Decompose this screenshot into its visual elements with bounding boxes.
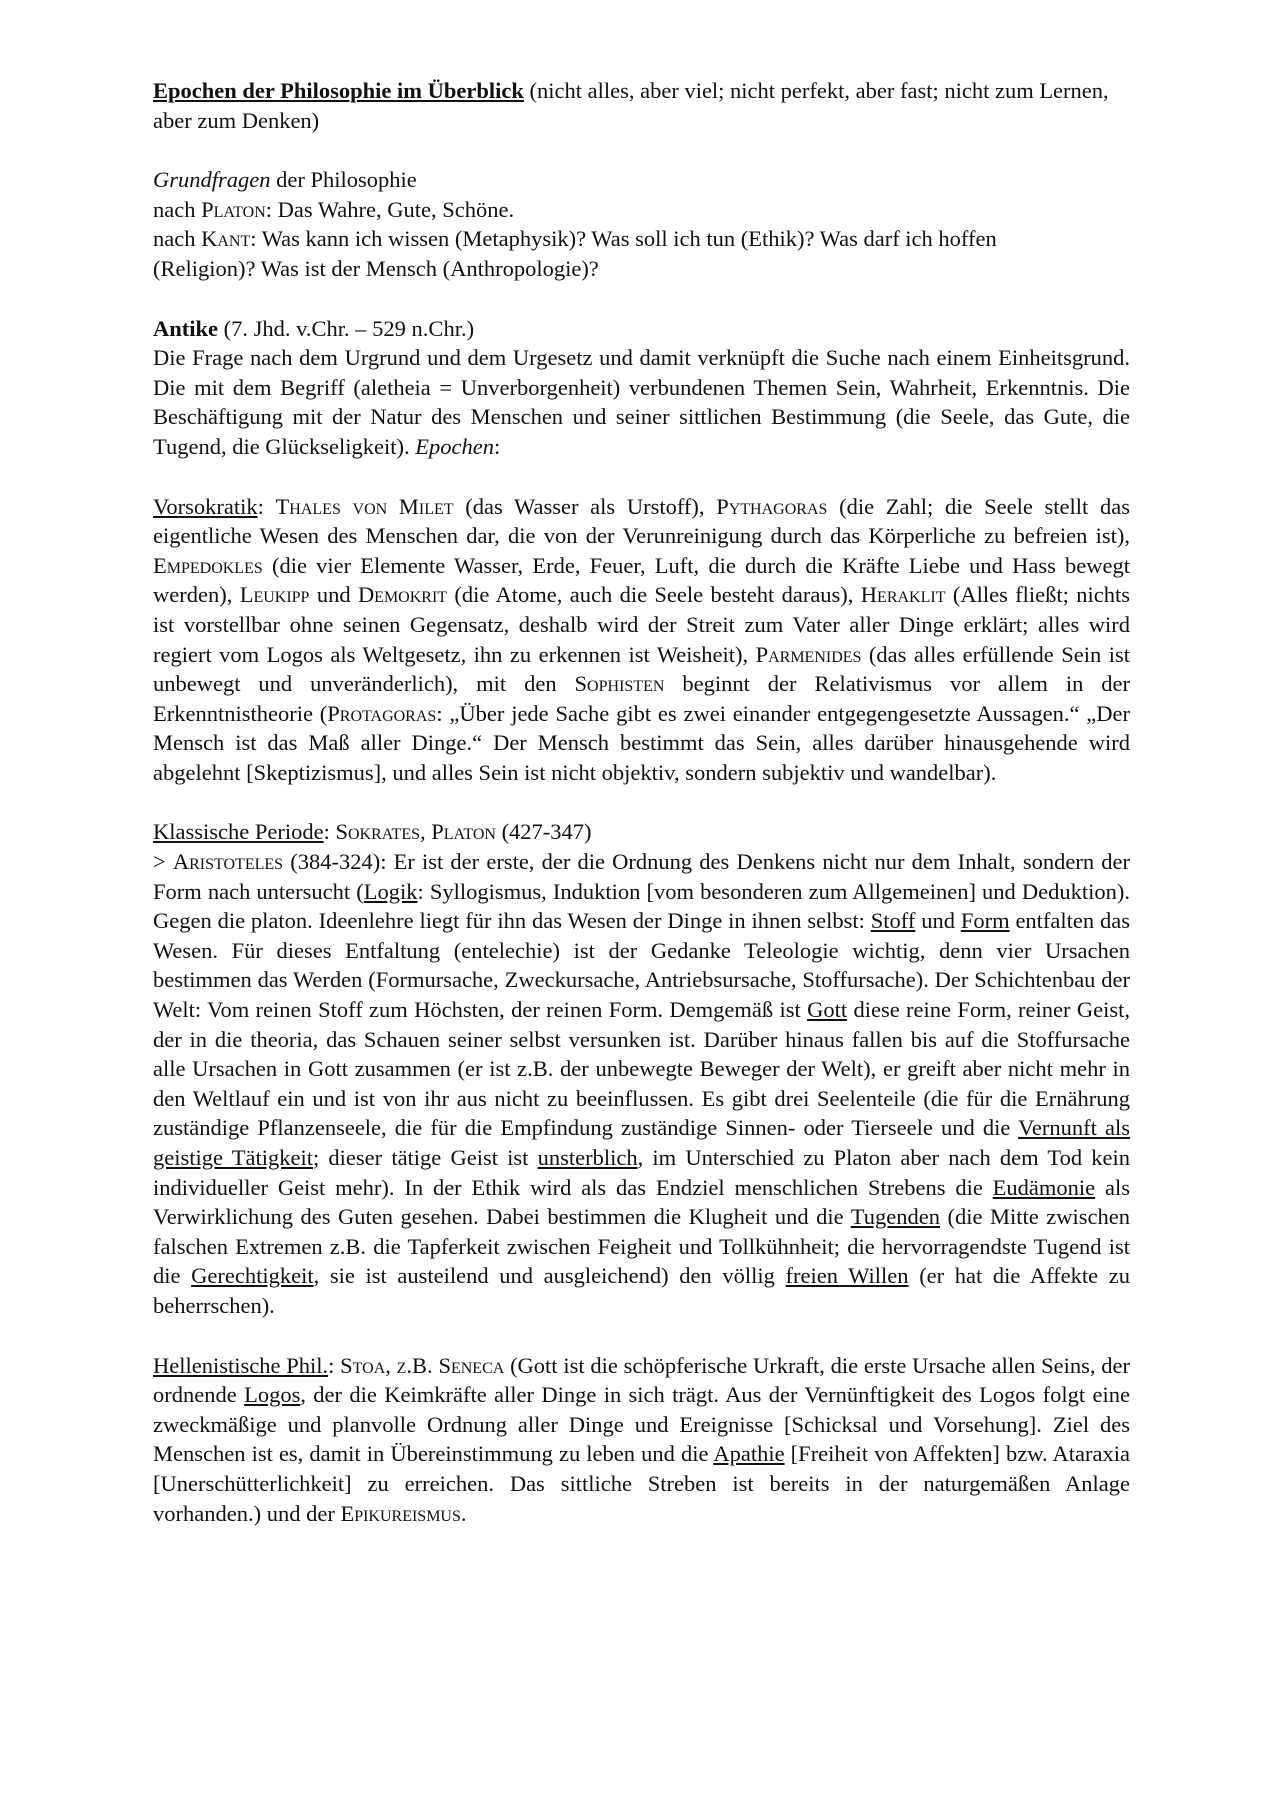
name-protagoras: Protagoras (327, 700, 437, 726)
text-run: : Syllogismus, Induktion [vom besonderen zum Allgemeinen] und Deduktion). Gegen die platon. Ideenlehre liegt für ihn das Wesen der Dinge in ihnen selbst: (153, 878, 1130, 934)
spacer (153, 1321, 1130, 1351)
grundfragen-label-rest: der Philosophie (270, 167, 417, 193)
term-gott: Gott (807, 997, 848, 1023)
term-stoff: Stoff (870, 908, 916, 934)
term-vernunft: Vernunft als geistige Tätigkeit (153, 1115, 1130, 1170)
antike-body: Die Frage nach dem Urgrund und dem Urgesetz und damit verknüpft die Suche nach einem Einheitsgrund. Die mit dem Begriff (aletheia = Unverborgenheit) verbundenen Themen Sein, Wahrheit, Erkenntnis. Die Beschäftigung mit der Natur des Menschen und seiner sittlichen Bestimmung (die Seele, das Gute, die Tugend, die Glückseligkeit). (153, 345, 1130, 459)
text-run: . (460, 1500, 467, 1526)
antike-period: (7. Jhd. v.Chr. – 529 n.Chr.) (218, 315, 475, 341)
term-logos: Logos (244, 1382, 301, 1408)
spacer (153, 135, 1130, 165)
vorsokratik-label: Vorsokratik (153, 493, 258, 519)
grundfragen-kant (153, 224, 1083, 283)
term-form: Form (960, 908, 1010, 934)
spacer (153, 787, 1130, 817)
kant-name: Kant (201, 226, 251, 252)
document-page (153, 76, 1130, 1528)
term-logik: Logik (363, 878, 418, 904)
title-heading: Epochen der Philosophie im Überblick (153, 78, 524, 103)
name-platon: Platon (431, 819, 496, 845)
text-run: (das alles erfüllende Sein ist unbewegt und unveränderlich), mit den (153, 641, 1130, 697)
klassische-heading (153, 817, 1130, 847)
platon-name: Platon (201, 196, 266, 222)
text-run: (die Atome, auch die Seele besteht daraus), (447, 582, 861, 608)
text-run: (er hat die Affekte zu beherrschen). (153, 1263, 1130, 1318)
term-gerechtigkeit: Gerechtigkeit (191, 1263, 314, 1289)
platon-prefix: nach (153, 196, 202, 222)
spacer (153, 462, 1130, 492)
term-eudaemonie: Eudämonie (992, 1174, 1096, 1200)
text-run: (das Wasser als Urstoff), (453, 493, 717, 519)
grundfragen-heading (153, 165, 1130, 195)
text-run: , sie ist austeilend und ausgleichend) den völlig (313, 1263, 786, 1289)
hellenistisch-label: Hellenistische Phil. (153, 1352, 329, 1378)
text-run: , im Unterschied zu Platon aber nach dem Tod kein individueller Geist mehr). In der Ethik wird als das Endziel menschlichen Strebens die (153, 1145, 1130, 1200)
text-run: als Verwirklichung des Guten gesehen. Dabei bestimmen die Klugheit und die (153, 1174, 1130, 1230)
name-epikureismus: Epikureismus (340, 1500, 461, 1526)
document-title (153, 76, 1113, 135)
text-run: : (328, 1352, 341, 1378)
name-pythagoras: Pythagoras (716, 493, 828, 519)
antike-title: Antike (153, 315, 219, 341)
name-aristoteles: Aristoteles (172, 849, 284, 875)
grundfragen-label: Grundfragen (153, 167, 271, 193)
title-note: (nicht alles, aber viel; nicht perfekt, aber fast; nicht zum Lernen, aber zum Denken) (153, 78, 1109, 133)
text-run: (die Zahl; die Seele stellt das eigentliche Wesen des Menschen dar, die von der Verunreinigung durch das Körperliche zu befreien ist), (153, 493, 1130, 549)
aristoteles-paragraph (153, 847, 1130, 1321)
text-run: , (420, 819, 432, 845)
name-demokrit: Demokrit (357, 582, 448, 608)
name-stoa-seneca: Stoa, z.B. Seneca (340, 1352, 505, 1378)
name-empedokles: Empedokles (153, 552, 263, 578)
text-run: (384-324): Er ist der erste, der die Ordnung des Denkens nicht nur dem Inhalt, sondern der Form nach untersucht ( (153, 849, 1130, 904)
grundfragen-platon (153, 195, 1130, 225)
kant-prefix: nach (153, 226, 202, 252)
text-run: [Freiheit von Affekten] bzw. Ataraxia [Unerschütterlichkeit] zu erreichen. Das sittliche Streben ist bereits in der naturgemäßen Anlage vorhanden.) und der (153, 1441, 1130, 1526)
antike-colon: : (493, 433, 501, 459)
text-run: diese reine Form, reiner Geist, der in die theoria, das Schauen seiner selbst versunken ist. Darüber hinaus fallen bis auf die Stoffursache alle Ursachen in Gott zusammen (er ist z.B. der unbewegte Beweger der Welt), er greift aber nicht mehr in den Weltlauf ein und ist von ihr aus nicht zu beeinflussen. Es gibt drei Seelenteile (die für die Ernährung zuständige Pflanzenseele, die für die Empfindung zuständige Sinnen- oder Tierseele und die (153, 997, 1130, 1141)
name-heraklit: Heraklit (860, 582, 946, 608)
name-sokrates: Sokrates (335, 819, 421, 845)
name-sophisten: Sophisten (574, 671, 665, 697)
text-run: > (153, 849, 173, 875)
kant-text: : Was kann ich wissen (Metaphysik)? Was soll ich tun (Ethik)? Was darf ich hoffen (Religion)? Was ist der Mensch (Anthropologie)? (153, 226, 997, 281)
term-freien-willen: freien Willen (785, 1263, 909, 1289)
term-unsterblich: unsterblich (537, 1145, 638, 1170)
text-run: (Gott ist die schöpferische Urkraft, die erste Ursache allen Seins, der ordnende (153, 1352, 1130, 1408)
text-run: und (915, 908, 961, 934)
klassische-label: Klassische Periode (153, 819, 324, 845)
text-run: : (323, 819, 336, 845)
text-run: beginnt der Relativismus vor allem in der Erkenntnistheorie ( (153, 671, 1131, 726)
text-run: (die Mitte zwischen falschen Extremen z.B. die Tapferkeit zwischen Feigheit und Tollkühnheit; die hervorragendste Tugend ist die (153, 1204, 1130, 1289)
name-leukipp: Leukipp (239, 582, 310, 608)
grundfragen-section (153, 165, 1130, 283)
hellenistisch-paragraph (153, 1351, 1130, 1529)
platon-text: : Das Wahre, Gute, Schöne. (265, 196, 515, 222)
term-tugenden: Tugenden (850, 1204, 940, 1230)
klassische-periode-section (153, 817, 1130, 1320)
text-run: : (257, 493, 276, 519)
term-apathie: Apathie (713, 1441, 785, 1467)
name-thales: Thales von Milet (275, 493, 454, 519)
text-run: und (309, 582, 358, 608)
text-run: (Alles fließt; nichts ist vorstellbar ohne seinen Gegensatz, deshalb wird der Streit zum Vater aller Dinge erklärt; alles wird regiert vom Logos als Weltgesetz, ihn zu erkennen ist Weisheit), (153, 582, 1131, 667)
text-run: (427-347) (495, 819, 592, 845)
antike-epochen: Epochen (415, 433, 494, 459)
vorsokratik-paragraph (153, 492, 1130, 788)
antike-text (153, 343, 1130, 461)
antike-heading (153, 314, 1130, 344)
name-parmenides: Parmenides (755, 641, 862, 667)
text-run: entfalten das Wesen. Für dieses Entfaltung (entelechie) ist der Gedanke Teleologie wichtig, denn vier Ursachen bestimmen das Werden (Formursache, Zweckursache, Antriebsursache, Stoffursache). Der Schichtenbau der Welt: Vom reinen Stoff zum Höchsten, der reinen Form. Demgemäß ist (153, 908, 1130, 1023)
spacer (153, 284, 1130, 314)
text-run: ; dieser tätige Geist ist (312, 1145, 538, 1170)
antike-section (153, 314, 1130, 462)
text-run: : „Über jede Sache gibt es zwei einander entgegengesetzte Aussagen.“ „Der Mensch ist das Maß aller Dinge.“ Der Mensch bestimmt das Sein, alles darüber hinausgehende wird abgelehnt [Skeptizismus], und alles Sein ist nicht objektiv, sondern subjektiv und wandelbar). (153, 700, 1130, 785)
text-run: , der die Keimkräfte aller Dinge in sich trägt. Aus der Vernünftigkeit des Logos folgt eine zweckmäßige und planvolle Ordnung aller Dinge und Ereignisse [Schicksal und Vorsehung]. Ziel des Menschen ist es, damit in Übereinstimmung zu leben und die (153, 1382, 1130, 1467)
text-run: (die vier Elemente Wasser, Erde, Feuer, Luft, die durch die Kräfte Liebe und Hass bewegt werden), (153, 552, 1130, 608)
